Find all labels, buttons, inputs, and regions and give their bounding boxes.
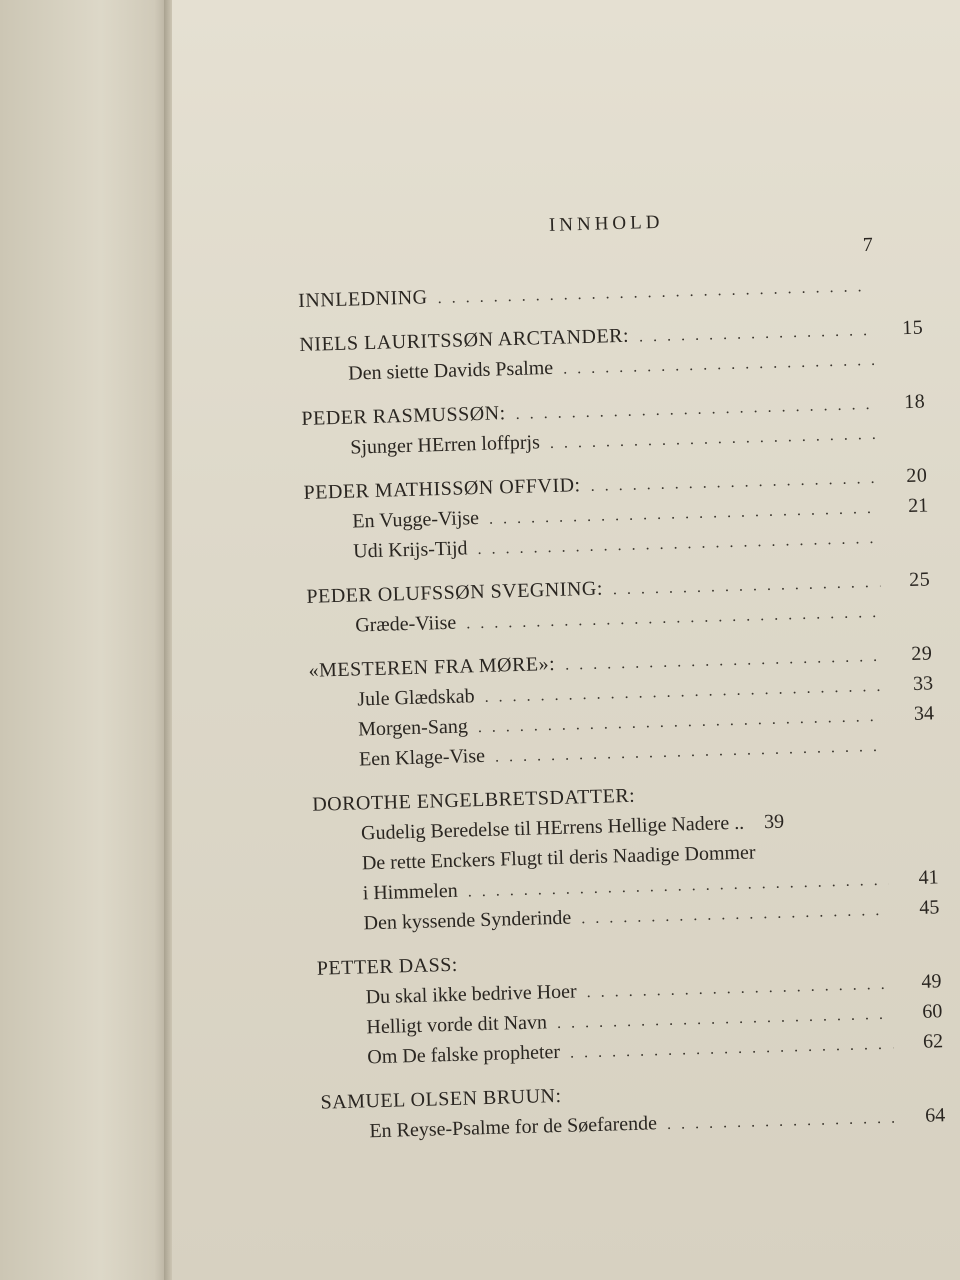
toc-section xyxy=(317,940,960,1078)
leader-dots xyxy=(639,322,874,347)
intro-page-number: 7 xyxy=(862,233,874,257)
page-number: 49 xyxy=(921,970,942,993)
leader-dots xyxy=(581,902,890,929)
entry-title: Om De falske propheter xyxy=(367,1040,561,1069)
entry-title: Helligt vorde dit Navn xyxy=(366,1011,548,1039)
toc-section xyxy=(306,568,957,646)
author-name: «MESTEREN FRA MØRE»: xyxy=(308,652,556,682)
page-number: 45 xyxy=(919,896,940,919)
author-name: PEDER MATHISSØN OFFVID: xyxy=(303,474,581,504)
author-name: DOROTHE ENGELBRETSDATTER: xyxy=(311,784,636,816)
page-number xyxy=(886,437,952,439)
leader-dots xyxy=(613,574,881,599)
page-number xyxy=(635,800,701,802)
leader-dots xyxy=(495,738,885,767)
toc-title: INNHOLD xyxy=(548,211,664,236)
toc-section xyxy=(308,642,960,780)
leader-dots xyxy=(563,352,874,379)
page-number xyxy=(562,1100,628,1102)
leader-dots xyxy=(550,426,877,453)
leader-dots xyxy=(557,1006,893,1033)
leader-dots xyxy=(586,976,891,1003)
page-number: 41 xyxy=(918,866,939,889)
toc-section xyxy=(312,776,960,944)
page-number xyxy=(889,541,955,543)
entry-title: En Vugge-Vijse xyxy=(352,507,480,533)
entry-title: Du skal ikke bedrive Hoer xyxy=(365,980,577,1009)
page-number: 15 xyxy=(901,316,924,340)
entry-title: Sjunger HErren loffprjs xyxy=(350,431,541,459)
leader-dots xyxy=(590,470,877,496)
entry-title: Morgen-Sang xyxy=(357,715,469,741)
entry-title: Den siette Davids Psalme xyxy=(347,356,554,385)
leader-dots xyxy=(570,1036,894,1063)
author-name: SAMUEL OLSEN BRUUN: xyxy=(320,1084,562,1114)
entry-title: De rette Enckers Flugt til deris Naadige Dommer xyxy=(361,841,756,875)
page-number: 34 xyxy=(913,702,935,725)
page-number xyxy=(884,363,950,365)
leader-dots xyxy=(515,396,875,424)
toc-section xyxy=(303,464,955,572)
table-of-contents xyxy=(296,204,960,1152)
leader-dots xyxy=(667,1110,896,1134)
page-number xyxy=(882,289,948,291)
entry-title: Gudelig Beredelse til HErrens Hellige Nadere .. xyxy=(360,811,745,845)
toc-section xyxy=(301,390,952,468)
leader-dots xyxy=(565,648,883,675)
entry-title: En Reyse-Psalme for de Søefarende xyxy=(369,1112,658,1143)
toc-section xyxy=(298,272,949,320)
page-number: 64 xyxy=(924,1104,946,1127)
author-name: INNLEDNING xyxy=(297,286,428,312)
page-number: 18 xyxy=(903,390,926,414)
page-number: 25 xyxy=(908,568,931,592)
author-name: PEDER RASMUSSØN: xyxy=(301,402,506,430)
page-number: 21 xyxy=(907,494,929,518)
entry-title: Den kyssende Synderinde xyxy=(363,906,572,935)
entry-title: Græde-Viise xyxy=(354,611,457,637)
page-number xyxy=(891,615,957,617)
entry-title: Udi Krijs-Tijd xyxy=(352,537,468,563)
toc-section xyxy=(299,316,950,394)
toc-author-row xyxy=(298,272,949,320)
page-number xyxy=(458,969,524,971)
entry-title: Een Klage-Vise xyxy=(358,744,486,771)
author-name: PETTER DASS: xyxy=(316,953,459,980)
entry-title: Jule Glædskab xyxy=(357,685,475,711)
author-name: NIELS LAURITSSØN ARCTANDER: xyxy=(299,324,630,356)
page-number xyxy=(756,857,822,859)
page-number: 39 xyxy=(763,810,785,834)
page-number: 20 xyxy=(906,464,928,488)
toc-sections xyxy=(298,272,960,1152)
page-number: 33 xyxy=(912,672,934,695)
page-number: 62 xyxy=(922,1030,944,1053)
left-page xyxy=(0,0,168,1280)
leader-dots xyxy=(489,500,879,529)
page-number: 29 xyxy=(910,642,933,665)
author-name: PEDER OLUFSSØN SVEGNING: xyxy=(306,577,604,608)
leader-dots xyxy=(437,278,872,308)
page-number: 60 xyxy=(921,1000,943,1023)
page-number xyxy=(895,749,960,751)
entry-title: i Himmelen xyxy=(362,879,459,905)
